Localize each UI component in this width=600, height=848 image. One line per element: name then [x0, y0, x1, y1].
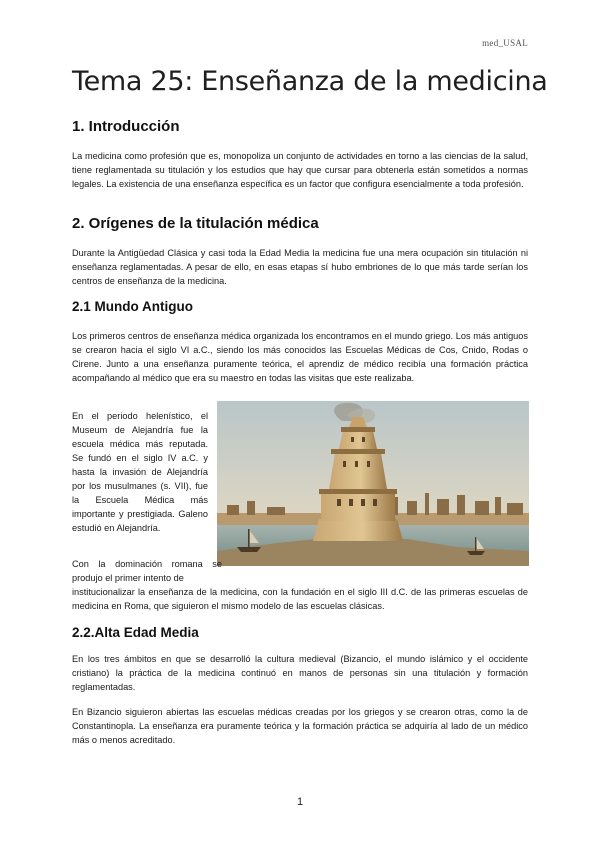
- ancient-paragraph-1: Los primeros centros de enseñanza médica organizada los encontramos en el mundo griego. Los más antiguos se crearon hacia el siglo VI a.C., siendo los más conocidos las Escuelas Médicas de Cos, Cnido, Rodas o Cirene. Junto a una enseñanza puramente teórica, el aprendiz de médico recibía una formación práctica acompañando al médico que era su maestro en todas las visitas que este realizaba.: [72, 331, 528, 383]
- ancient-paragraph-2: En el periodo helenístico, el Museum de Alejandría fue la escuela médica más reputada. Se fundó en el siglo IV a.C. y hasta la invasión de Alejandría por los musulmanes (s. VII), fue la Escuela Médica más importante y prestigiada. Galeno estudió en Alejandría.: [72, 411, 208, 533]
- origins-paragraph: Durante la Antigüedad Clásica y casi toda la Edad Media la medicina fue una mera ocupación sin titulación ni enseñanza reglamentadas. A pesar de ello, en esas etapas sí hubo embriones de lo que más tarde serían los centros de enseñanza de la medicina.: [72, 248, 528, 286]
- origins-heading: 2. Orígenes de la titulación médica: [72, 215, 319, 232]
- middle-ages-paragraph-2: En Bizancio siguieron abiertas las escuelas médicas creadas por los griegos y se crearon otras, como la de Constantinopla. La enseñanza era puramente teórica y la formación práctica se adquiría al lado de un médico más o menos acreditado.: [72, 707, 528, 745]
- intro-heading: 1. Introducción: [72, 118, 180, 135]
- ancient-paragraph-3a: Con la dominación romana se produjo el primer intento de: [72, 559, 222, 583]
- ancient-paragraph-3b: institucionalizar la enseñanza de la medicina, con la fundación en el siglo III d.C. de las primeras escuelas de medicina en Roma, que siguieron el mismo modelo de las escuelas clásicas.: [72, 587, 528, 611]
- intro-paragraph: La medicina como profesión que es, monopoliza un conjunto de actividades en torno a las ciencias de la salud, tiene reglamentada su titulación y los estudios que hay que cursar para obtenerla están sometidos a normas legales. La existencia de una enseñanza específica es un factor que configura esencialmente a toda profesión.: [72, 151, 528, 189]
- page-number: 1: [296, 796, 304, 808]
- middle-ages-paragraph-1: En los tres ámbitos en que se desarrolló la cultura medieval (Bizancio, el mundo islámico y el occidente cristiano) la práctica de la medicina continuó en manos de personas sin una titulación y formación reglamentadas.: [72, 654, 528, 692]
- lighthouse-of-alexandria-illustration: [217, 401, 529, 566]
- header-tag: med_USAL: [482, 38, 528, 48]
- ancient-heading: 2.1 Mundo Antiguo: [72, 299, 193, 314]
- middle-ages-heading: 2.2.Alta Edad Media: [72, 625, 199, 640]
- page-title: Tema 25: Enseñanza de la medicina: [72, 66, 548, 97]
